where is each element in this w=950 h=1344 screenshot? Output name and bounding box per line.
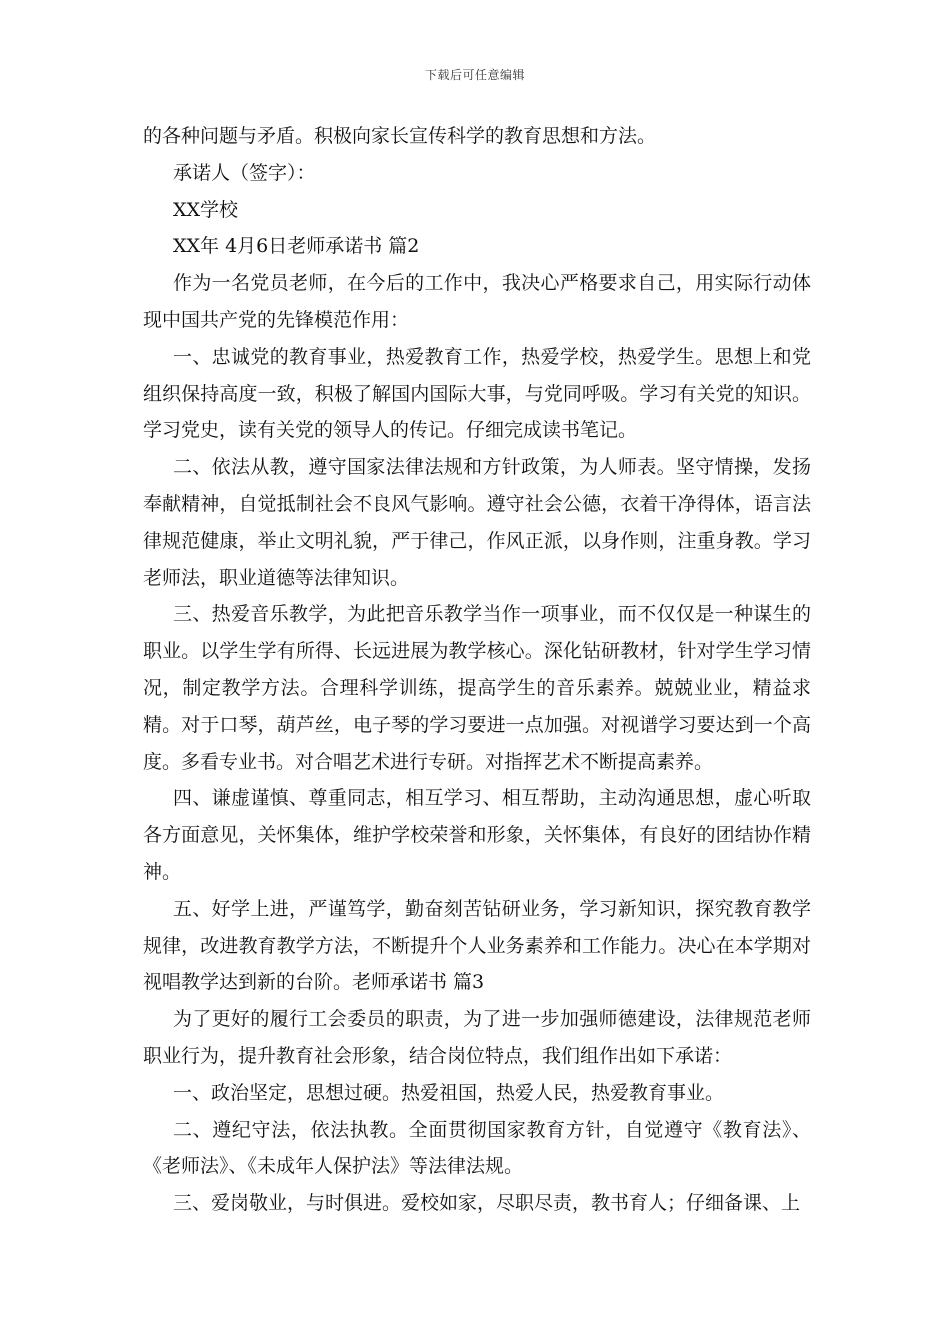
paragraph-2: 承诺人（签字）：: [173, 161, 316, 184]
paragraph-10: 五、好学上进，严谨笃学，勤奋刻苦钻研业务，学习新知识，探究教育教学规律，改进教育教学方法，不断提升个人业务素养和工作能力。决心在本学期对视唱教学达到新的台阶。老师承诺书 篇3: [143, 897, 811, 994]
paragraph-1: 的各种问题与矛盾。积极向家长宣传科学的教育思想和方法。: [143, 125, 657, 147]
paragraph-12: 一、政治坚定，思想过硬。热爱祖国，热爱人民，热爱教育事业。: [173, 1081, 725, 1104]
paragraph-9: 四、谦虚谨慎、尊重同志，相互学习、相互帮助，主动沟通思想，虚心听取各方面意见，关怀集体，维护学校荣誉和形象，关怀集体，有良好的团结协作精神。: [143, 787, 811, 883]
paragraph-3: XX学校: [173, 198, 239, 221]
paragraph-6: 一、忠诚党的教育事业，热爱教育工作，热爱学校，热爱学生。思想上和党组织保持高度一致，积极了解国内国际大事，与党同呼吸。学习有关党的知识。学习党史，读有关党的领导人的传记。仔细完成读书笔记。: [143, 345, 811, 442]
paragraph-14: 三、爱岗敬业，与时俱进。爱校如家，尽职尽责，教书育人；仔细备课、上: [173, 1192, 801, 1215]
paragraph-13: 二、遵纪守法，依法执教。全面贯彻国家教育方针，自觉遵守《教育法》、《老师法》、《未成年人保护法》等法律法规。: [143, 1118, 811, 1178]
paragraph-4: XX年 4月6日老师承诺书 篇2: [173, 235, 420, 258]
document-body: [143, 118, 811, 1222]
paragraph-7: 二、依法从教，遵守国家法律法规和方针政策，为人师表。坚守情操，发扬奉献精神，自觉抵制社会不良风气影响。遵守社会公德，衣着干净得体，语言法律规范健康，举止文明礼貌，严于律己，作风正派，以身作则，注重身教。学习老师法，职业道德等法律知识。: [143, 456, 811, 589]
paragraph-8: 三、热爱音乐教学，为此把音乐教学当作一项事业，而不仅仅是一种谋生的职业。以学生学有所得、长远进展为教学核心。深化钻研教材，针对学生学习情况，制定教学方法。合理科学训练，提高学生的音乐素养。兢兢业业，精益求精。对于口琴，葫芦丝，电子琴的学习要进一点加强。对视谱学习要达到一个高度。多看专业书。对合唱艺术进行专研。对指挥艺术不断提高素养。: [143, 603, 811, 773]
page-header: 下载后可任意编辑: [424, 68, 525, 82]
paragraph-11: 为了更好的履行工会委员的职责，为了进一步加强师德建设，法律规范老师职业行为，提升教育社会形象，结合岗位特点，我们组作出如下承诺：: [143, 1008, 811, 1067]
paragraph-5: 作为一名党员老师，在今后的工作中，我决心严格要求自己，用实际行动体现中国共产党的先锋模范作用：: [143, 272, 811, 331]
